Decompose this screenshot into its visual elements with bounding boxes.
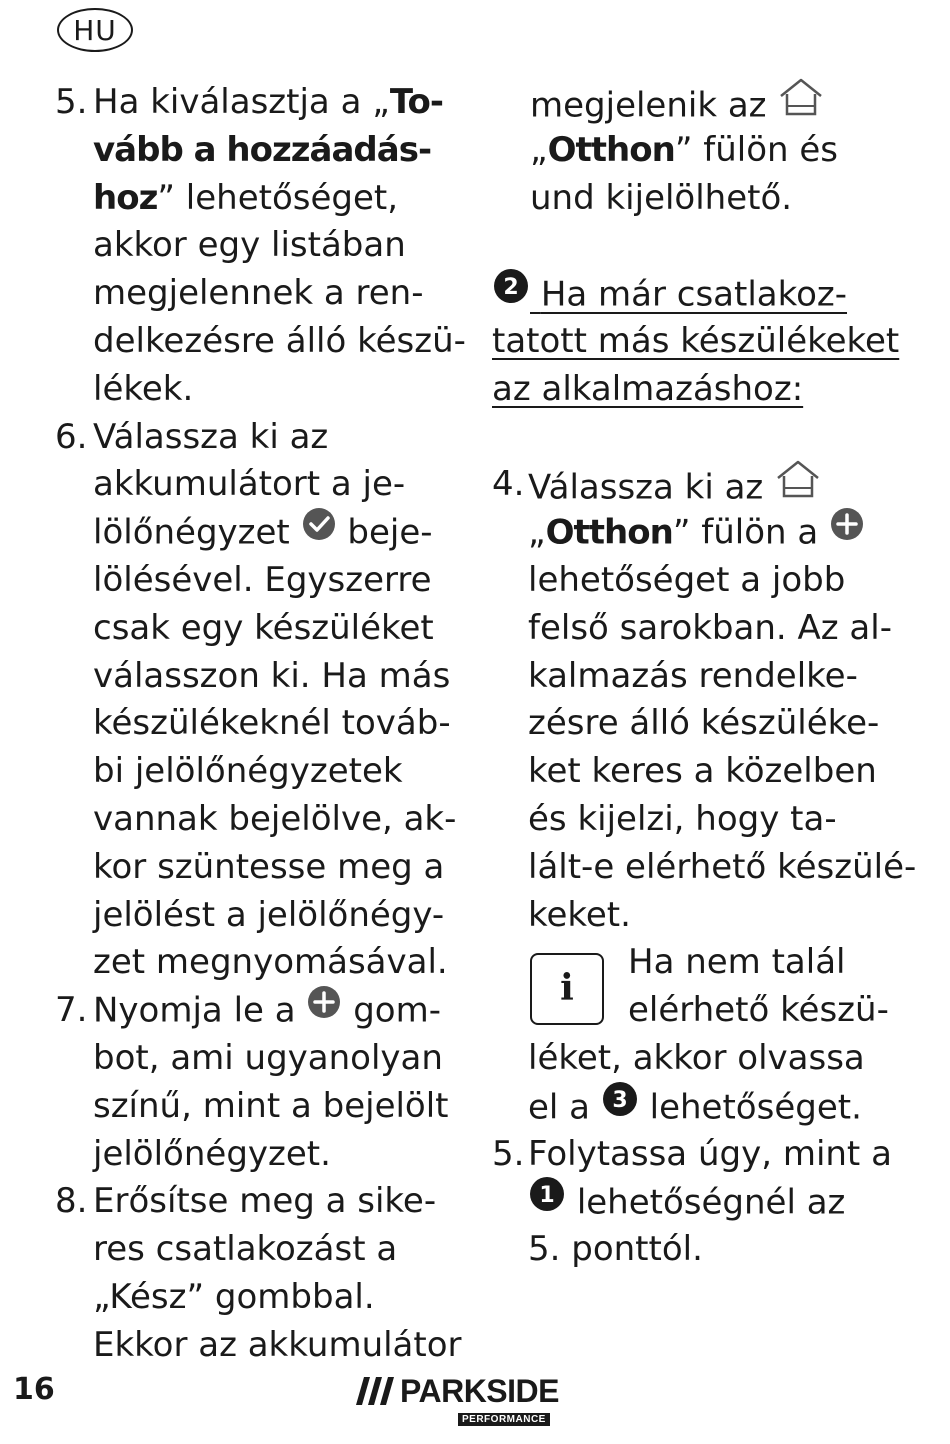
step-text: Nyomja le a <box>93 990 296 1031</box>
home-icon <box>774 458 822 514</box>
step-text: bi jelölőnégyzetek <box>93 751 403 792</box>
info-text: léket, akkor olvassa <box>528 1037 865 1078</box>
page-number: 16 <box>13 1372 55 1407</box>
option-name: hoz <box>93 177 158 218</box>
info-text: elérhető készü- <box>628 990 889 1031</box>
step-text: res csatlakozást a <box>93 1229 398 1270</box>
step-6 <box>55 414 465 988</box>
logo-slashes-icon <box>356 1377 396 1405</box>
info-icon <box>530 953 604 1025</box>
step-text: akkor egy listában <box>93 225 406 266</box>
step-text: gom- <box>353 990 441 1031</box>
step-4 <box>492 461 917 939</box>
step-text: ket keres a közelben <box>528 751 877 792</box>
step-text: 5. ponttól. <box>528 1229 703 1270</box>
step-text: delkezésre álló készü- <box>93 320 466 361</box>
info-text: lehetőséget. <box>649 1087 862 1128</box>
number-1-circle-icon <box>528 1175 566 1227</box>
info-marker: 3 <box>612 1087 628 1113</box>
step-text: válasszon ki. Ha más <box>93 655 451 696</box>
brand-logo <box>356 1373 572 1429</box>
step-text: akkumulátort a je- <box>93 464 406 505</box>
step-text: lölésével. Egyszerre <box>93 559 432 600</box>
tab-name: Otthon <box>547 129 675 170</box>
step-number: 6. <box>55 416 88 457</box>
heading-marker: 2 <box>503 275 519 301</box>
quote-mark: „ <box>528 512 546 553</box>
heading-text: Ha már csatlakoz- <box>540 274 848 315</box>
step-text: kor szüntesse meg a <box>93 846 445 887</box>
step-text: megjelennek a ren- <box>93 273 424 314</box>
section-heading <box>492 270 902 413</box>
step-text: ” lehetőséget, <box>157 177 399 218</box>
quote-mark: „ <box>530 129 548 170</box>
step-text: lölőnégyzet <box>93 512 290 553</box>
number-2-circle-icon <box>492 267 530 319</box>
step-text: színű, mint a bejelölt <box>93 1085 449 1126</box>
step-text: zésre álló készüléke- <box>528 703 880 744</box>
step-text: jelölőnégyzet. <box>93 1133 331 1174</box>
step-8 <box>55 1178 465 1369</box>
step-number: 8. <box>55 1181 88 1222</box>
step-text: megjelenik az <box>530 85 767 126</box>
step-number: 5. <box>492 1133 525 1174</box>
step-text: kalmazás rendelke- <box>528 655 858 696</box>
heading-text: tatott más készülékeket <box>492 320 900 361</box>
info-icon-letter: i <box>560 967 574 1010</box>
tab-name: Otthon <box>545 512 673 553</box>
step-text: Ekkor az akkumulátor <box>93 1324 462 1365</box>
step-text: ” fülön a <box>672 512 819 553</box>
step-text: lehetőségnél az <box>576 1182 846 1223</box>
info-text: Ha nem talál <box>628 942 846 983</box>
step-text: bot, ami ugyanolyan <box>93 1037 443 1078</box>
step-text: zet megnyomásával. <box>93 942 448 983</box>
step-text: keket. <box>528 894 631 935</box>
step-text: és kijelzi, hogy ta- <box>528 798 837 839</box>
step-text: Válassza ki az <box>528 467 764 508</box>
step-text: csak egy készüléket <box>93 607 434 648</box>
info-text: el a <box>528 1087 591 1128</box>
step-text: felső sarokban. Az al- <box>528 607 892 648</box>
info-note <box>492 939 902 1130</box>
plus-circle-icon <box>306 984 342 1034</box>
brand-name: PARKSIDE <box>400 1373 559 1409</box>
right-column <box>492 79 917 1274</box>
step-text: Folytassa úgy, mint a <box>528 1133 892 1174</box>
step-text: lékek. <box>93 368 194 409</box>
left-column <box>55 79 465 1370</box>
home-icon <box>777 76 825 132</box>
step-text: lált-e elérhető készülé- <box>528 846 917 887</box>
step-5-right <box>492 1131 902 1274</box>
step-7 <box>55 987 465 1178</box>
step-text: jelölést a jelölőnégy- <box>93 894 445 935</box>
step-number: 5. <box>55 82 88 122</box>
step-text: Ha kiválasztja a „ <box>93 82 390 122</box>
brand-subline: PERFORMANCE <box>458 1413 550 1426</box>
step-text: beje- <box>347 512 433 553</box>
checkbox-checked-icon <box>301 506 337 556</box>
step-text: készülékeknél továb- <box>93 703 451 744</box>
step-number: 4. <box>492 464 525 505</box>
number-3-circle-icon <box>601 1080 639 1132</box>
step-8-continued <box>492 79 902 222</box>
option-name: vább a hozzáadás- <box>93 129 432 170</box>
plus-circle-icon <box>829 506 865 556</box>
step-text: und kijelölhető. <box>530 177 793 218</box>
step-number: 7. <box>55 990 88 1031</box>
step-marker: 1 <box>539 1183 555 1209</box>
step-text: vannak bejelölve, ak- <box>93 798 457 839</box>
step-5-left <box>55 79 465 414</box>
step-text: lehetőséget a jobb <box>528 559 846 600</box>
heading-text: az alkalmazáshoz: <box>492 368 804 409</box>
step-text: Erősítse meg a sike- <box>93 1181 437 1222</box>
step-text: Válassza ki az <box>93 416 329 457</box>
language-badge: HU <box>57 8 133 52</box>
step-text: „Kész” gombbal. <box>93 1276 375 1317</box>
option-name: To- <box>389 82 443 122</box>
step-text: ” fülön és <box>674 129 838 170</box>
